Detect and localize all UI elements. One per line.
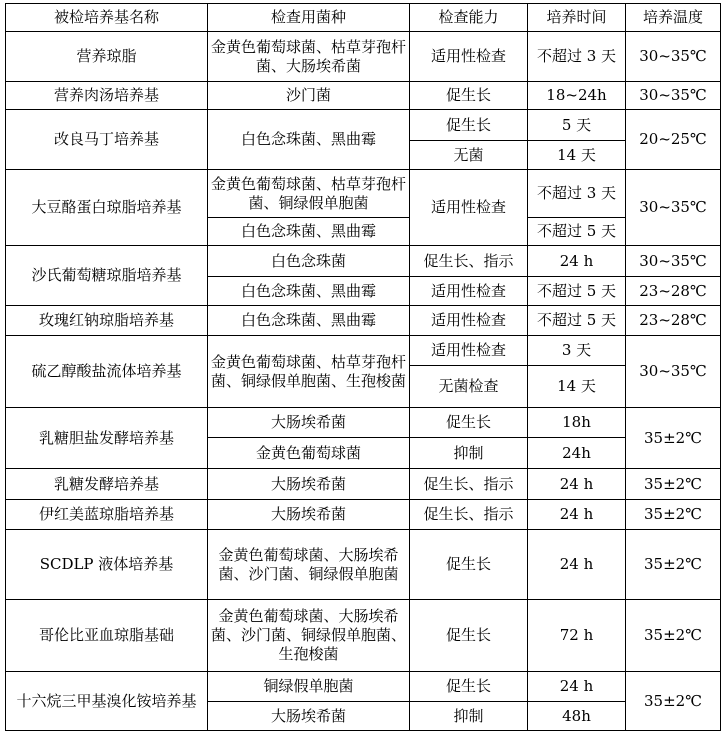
- time-cell: 72 h: [528, 600, 626, 672]
- time-cell: 48h: [528, 702, 626, 731]
- header-temp: 培养温度: [626, 4, 721, 32]
- table-row: [6, 110, 721, 141]
- strain-cell: 金黄色葡萄球菌、枯草芽孢杆菌、大肠埃希菌: [208, 32, 410, 82]
- table-row: [6, 32, 721, 82]
- time-cell: 不超过 3 天: [528, 170, 626, 218]
- strain-cell: 大肠埃希菌: [208, 500, 410, 530]
- table-header-row: [6, 4, 721, 32]
- time-cell: 24 h: [528, 530, 626, 600]
- medium-cell: 乳糖胆盐发酵培养基: [6, 408, 208, 469]
- temp-cell: 20~25℃: [626, 110, 721, 170]
- table-row: [6, 336, 721, 366]
- temp-cell: 30~35℃: [626, 82, 721, 110]
- temp-cell: 35±2℃: [626, 600, 721, 672]
- time-cell: 3 天: [528, 336, 626, 366]
- ability-cell: 促生长: [410, 408, 528, 438]
- temp-cell: 35±2℃: [626, 500, 721, 530]
- time-cell: 14 天: [528, 141, 626, 170]
- table-row: [6, 170, 721, 218]
- medium-cell: 沙氏葡萄糖琼脂培养基: [6, 246, 208, 306]
- temp-cell: 30~35℃: [626, 32, 721, 82]
- strain-cell: 铜绿假单胞菌: [208, 672, 410, 702]
- strain-cell: 大肠埃希菌: [208, 702, 410, 731]
- table-row: [6, 672, 721, 702]
- culture-media-table: [5, 3, 721, 731]
- ability-cell: 促生长: [410, 110, 528, 141]
- ability-cell: 促生长: [410, 600, 528, 672]
- strain-cell: 白色念珠菌、黑曲霉: [208, 306, 410, 336]
- header-time: 培养时间: [528, 4, 626, 32]
- ability-cell: 抑制: [410, 702, 528, 731]
- time-cell: 不超过 5 天: [528, 306, 626, 336]
- time-cell: 5 天: [528, 110, 626, 141]
- medium-cell: 大豆酪蛋白琼脂培养基: [6, 170, 208, 246]
- medium-cell: 十六烷三甲基溴化铵培养基: [6, 672, 208, 731]
- temp-cell: 30~35℃: [626, 336, 721, 408]
- ability-cell: 促生长: [410, 82, 528, 110]
- time-cell: 24 h: [528, 469, 626, 500]
- time-cell: 24 h: [528, 246, 626, 277]
- strain-cell: 金黄色葡萄球菌、大肠埃希菌、沙门菌、铜绿假单胞菌: [208, 530, 410, 600]
- ability-cell: 无菌: [410, 141, 528, 170]
- temp-cell: 23~28℃: [626, 306, 721, 336]
- strain-cell: 大肠埃希菌: [208, 469, 410, 500]
- header-ability: 检查能力: [410, 4, 528, 32]
- time-cell: 14 天: [528, 366, 626, 408]
- medium-cell: 伊红美蓝琼脂培养基: [6, 500, 208, 530]
- table-row: [6, 469, 721, 500]
- medium-cell: 硫乙醇酸盐流体培养基: [6, 336, 208, 408]
- strain-cell: 大肠埃希菌: [208, 408, 410, 438]
- table-row: [6, 500, 721, 530]
- temp-cell: 35±2℃: [626, 530, 721, 600]
- table-row: [6, 530, 721, 600]
- table-row: [6, 246, 721, 277]
- temp-cell: 30~35℃: [626, 170, 721, 246]
- ability-cell: 适用性检查: [410, 277, 528, 306]
- ability-cell: 促生长: [410, 672, 528, 702]
- medium-cell: 营养琼脂: [6, 32, 208, 82]
- medium-cell: 哥伦比亚血琼脂基础: [6, 600, 208, 672]
- header-medium: 被检培养基名称: [6, 4, 208, 32]
- ability-cell: 适用性检查: [410, 170, 528, 246]
- time-cell: 18~24h: [528, 82, 626, 110]
- ability-cell: 促生长: [410, 530, 528, 600]
- strain-cell: 白色念珠菌: [208, 246, 410, 277]
- strain-cell: 金黄色葡萄球菌、大肠埃希菌、沙门菌、铜绿假单胞菌、生孢梭菌: [208, 600, 410, 672]
- table-row: [6, 600, 721, 672]
- medium-cell: 改良马丁培养基: [6, 110, 208, 170]
- strain-cell: 白色念珠菌、黑曲霉: [208, 277, 410, 306]
- strain-cell: 金黄色葡萄球菌、枯草芽孢杆菌、铜绿假单胞菌、生孢梭菌: [208, 336, 410, 408]
- ability-cell: 促生长、指示: [410, 500, 528, 530]
- temp-cell: 35±2℃: [626, 408, 721, 469]
- strain-cell: 金黄色葡萄球菌、枯草芽孢杆菌、铜绿假单胞菌: [208, 170, 410, 218]
- time-cell: 24 h: [528, 672, 626, 702]
- strain-cell: 沙门菌: [208, 82, 410, 110]
- ability-cell: 促生长、指示: [410, 246, 528, 277]
- temp-cell: 30~35℃: [626, 246, 721, 277]
- header-strain: 检查用菌种: [208, 4, 410, 32]
- ability-cell: 抑制: [410, 438, 528, 469]
- ability-cell: 适用性检查: [410, 336, 528, 366]
- strain-cell: 金黄色葡萄球菌: [208, 438, 410, 469]
- time-cell: 不超过 5 天: [528, 218, 626, 246]
- ability-cell: 无菌检查: [410, 366, 528, 408]
- strain-cell: 白色念珠菌、黑曲霉: [208, 110, 410, 170]
- time-cell: 24 h: [528, 500, 626, 530]
- medium-cell: 乳糖发酵培养基: [6, 469, 208, 500]
- medium-cell: 营养肉汤培养基: [6, 82, 208, 110]
- ability-cell: 促生长、指示: [410, 469, 528, 500]
- medium-cell: SCDLP 液体培养基: [6, 530, 208, 600]
- temp-cell: 23~28℃: [626, 277, 721, 306]
- temp-cell: 35±2℃: [626, 672, 721, 731]
- table-row: [6, 306, 721, 336]
- time-cell: 不超过 3 天: [528, 32, 626, 82]
- table-row: [6, 82, 721, 110]
- time-cell: 不超过 5 天: [528, 277, 626, 306]
- time-cell: 24h: [528, 438, 626, 469]
- table-row: [6, 408, 721, 438]
- temp-cell: 35±2℃: [626, 469, 721, 500]
- medium-cell: 玫瑰红钠琼脂培养基: [6, 306, 208, 336]
- strain-cell: 白色念珠菌、黑曲霉: [208, 218, 410, 246]
- ability-cell: 适用性检查: [410, 32, 528, 82]
- ability-cell: 适用性检查: [410, 306, 528, 336]
- time-cell: 18h: [528, 408, 626, 438]
